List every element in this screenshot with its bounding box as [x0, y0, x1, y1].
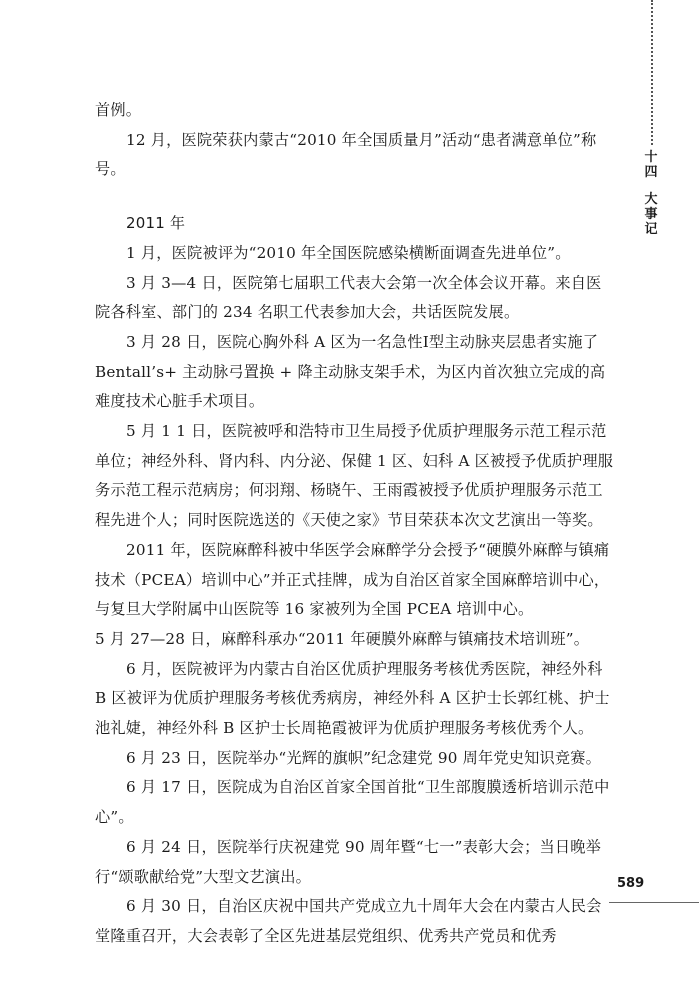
chapter-char: 四 — [644, 165, 658, 180]
body-paragraph: 2011 年，医院麻醉科被中华医学会麻醉学分会授予“硬膜外麻醉与镇痛技术（PCEA）培训中心”并正式挂牌，成为自治区首家全国麻醉培训中心，与复旦大学附属中山医院等 16 家被列为全国 PCEA 培训中心。 — [95, 540, 610, 619]
section-char: 事 — [644, 207, 658, 222]
body-paragraph: 6 月 30 日，自治区庆祝中国共产党成立九十周年大会在内蒙古人民会堂隆重召开，大会表彰了全区先进基层党组织、优秀共产党员和优秀 — [95, 897, 602, 945]
body-paragraph: 6 月 17 日，医院成为自治区首家全国首批“卫生部腹膜透析培训示范中心”。 — [95, 778, 610, 827]
year-heading: 2011 年 — [126, 214, 186, 233]
body-paragraph: 5 月 1 1 日，医院被呼和浩特市卫生局授予优质护理服务示范工程示范单位；神经外科、肾内科、内分泌、保健 1 区、妇科 A 区被授予优质护理服务示范工程示范病房；何羽翔、杨晓午、王雨霞被授予优质护理服务示范工程先进个人；同时医院选送的《天使之家》节目荣获本次文艺演出一等奖。 — [95, 422, 614, 530]
body-paragraph: 6 月 23 日，医院举办“光辉的旗帜”纪念建党 90 周年党史知识竞赛。 — [126, 748, 602, 767]
section-char: 大 — [644, 192, 658, 207]
margin-dotted-rule — [651, 0, 653, 145]
body-paragraph: 6 月，医院被评为内蒙古自治区优质护理服务考核优秀医院，神经外科 B 区被评为优质护理服务考核优秀病房，神经外科 A 区护士长郭红桃、护士池礼婕，神经外科 B 区护士长周艳霞被评为优质护理服务考核优秀个人。 — [95, 659, 610, 738]
page-body — [95, 96, 615, 952]
body-paragraph: 3 月 28 日，医院心胸外科 A 区为一名急性Ⅰ型主动脉夹层患者实施了 Bentall’s+ 主动脉弓置换 + 降主动脉支架手术，为区内首次独立完成的高难度技术心脏手术项目。 — [95, 332, 606, 411]
body-paragraph: 首例。 — [95, 101, 142, 119]
chapter-number — [643, 150, 659, 180]
section-char: 记 — [644, 222, 658, 237]
section-title — [643, 192, 659, 237]
body-paragraph: 1 月，医院被评为“2010 年全国医院感染横断面调查先进单位”。 — [126, 243, 571, 262]
page-number: 589 — [617, 876, 645, 891]
chapter-char: 十 — [644, 150, 658, 165]
body-paragraph: 5 月 27—28 日，麻醉科承办“2011 年硬膜外麻醉与镇痛技术培训班”。 — [95, 629, 590, 648]
body-paragraph: 6 月 24 日，医院举行庆祝建党 90 周年暨“七一”表彰大会；当日晚举行“颂歌献给党”大型文艺演出。 — [95, 837, 602, 886]
chapter-side-label — [643, 150, 659, 237]
body-paragraph: 3 月 3—4 日，医院第七届职工代表大会第一次全体会议开幕。来自医院各科室、部门的 234 名职工代表参加大会，共话医院发展。 — [95, 273, 602, 322]
footer-rule — [609, 902, 699, 903]
body-paragraph: 12 月，医院荣获内蒙古“2010 年全国质量月”活动“患者满意单位”称号。 — [95, 130, 597, 179]
paragraph-gap — [95, 185, 615, 209]
